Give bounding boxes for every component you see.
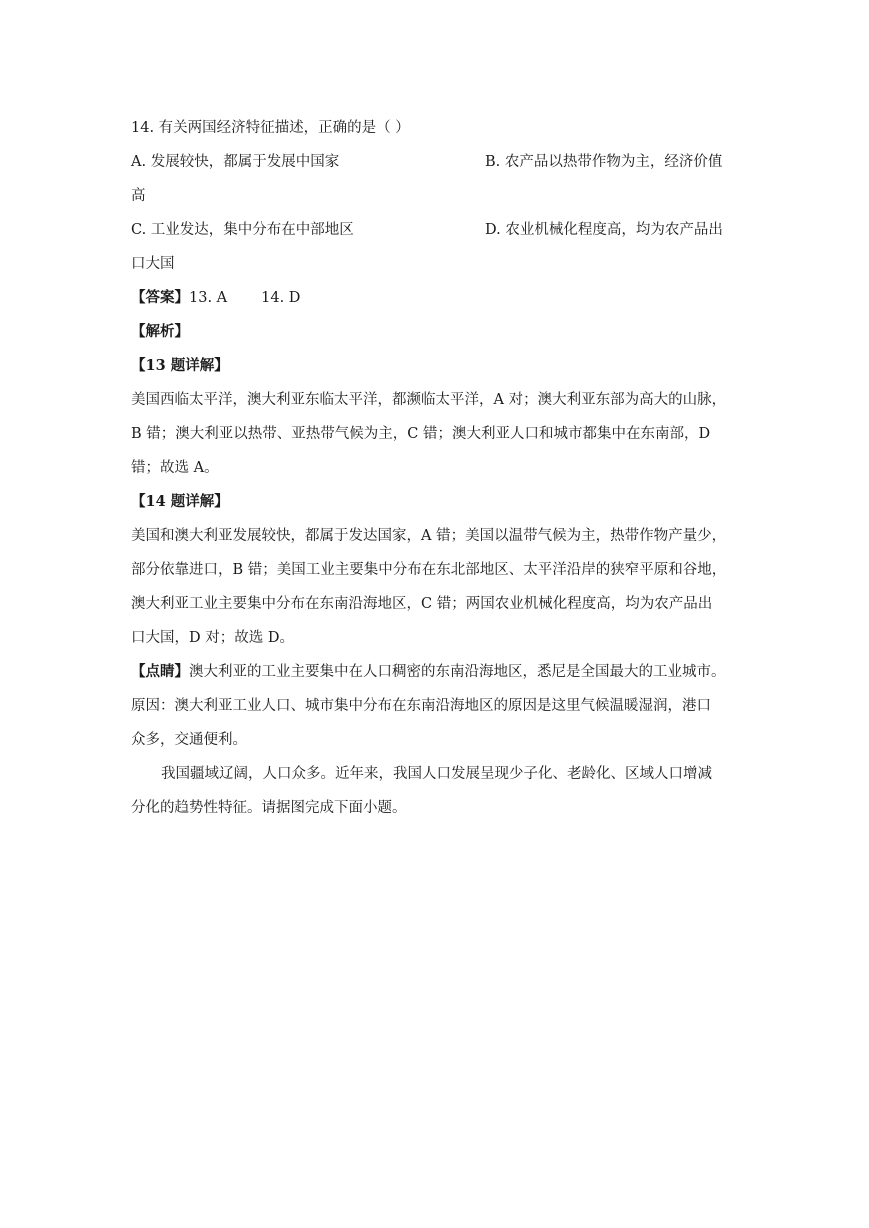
point-line-1 xyxy=(131,655,743,689)
detail-13-line-1: 美国西临太平洋，澳大利亚东临太平洋，都濒临太平洋，A 对；澳大利亚东部为高大的山脉， xyxy=(131,392,727,408)
detail-13-label: 【13 题详解】 xyxy=(131,357,229,374)
question-14-options-row-1 xyxy=(131,145,743,179)
option-a: A. 发展较快，都属于发展中国家 xyxy=(131,154,340,170)
option-d-continued: 口大国 xyxy=(131,256,175,272)
option-d: D. 农业机械化程度高，均为农产品出 xyxy=(485,222,723,238)
detail-14-line-1: 美国和澳大利亚发展较快，都属于发达国家，A 错；美国以温带气候为主，热带作物产量少， xyxy=(131,528,727,544)
detail-13-line-3: 错；故选 A。 xyxy=(131,460,219,476)
option-b: B. 农产品以热带作物为主，经济价值 xyxy=(485,154,723,170)
option-c: C. 工业发达，集中分布在中部地区 xyxy=(131,222,354,238)
answer-13: 13. A xyxy=(189,290,228,306)
point-label: 【点睛】 xyxy=(131,663,189,680)
question-14-options-row-2 xyxy=(131,213,743,247)
answer-line xyxy=(131,281,743,315)
point-line-3: 众多，交通便利。 xyxy=(131,732,247,748)
question-14-stem: 14. 有关两国经济特征描述，正确的是（ ） xyxy=(131,120,410,136)
point-line-2: 原因：澳大利亚工业人口、城市集中分布在东南沿海地区的原因是这里气候温暖湿润，港口 xyxy=(131,698,711,714)
analysis-label: 【解析】 xyxy=(131,323,189,340)
intro-line-2: 分化的趋势性特征。请据图完成下面小题。 xyxy=(131,800,407,816)
option-b-continued: 高 xyxy=(131,188,146,204)
point-text-1: 澳大利亚的工业主要集中在人口稠密的东南沿海地区，悉尼是全国最大的工业城市。 xyxy=(189,664,726,680)
detail-14-label: 【14 题详解】 xyxy=(131,493,229,510)
detail-14-line-2: 部分依靠进口，B 错；美国工业主要集中分布在东北部地区、太平洋沿岸的狭窄平原和谷地， xyxy=(131,562,727,578)
intro-line-1: 我国疆域辽阔，人口众多。近年来，我国人口发展呈现少子化、老龄化、区域人口增减 xyxy=(161,766,712,782)
detail-14-line-4: 口大国，D 对；故选 D。 xyxy=(131,630,294,646)
detail-14-line-3: 澳大利亚工业主要集中分布在东南沿海地区，C 错；两国农业机械化程度高，均为农产品出 xyxy=(131,596,713,612)
answer-14: 14. D xyxy=(261,290,301,306)
document-content xyxy=(131,111,743,825)
answer-label: 【答案】 xyxy=(131,289,189,306)
detail-13-line-2: B 错；澳大利亚以热带、亚热带气候为主，C 错；澳大利亚人口和城市都集中在东南部，D xyxy=(131,426,711,442)
